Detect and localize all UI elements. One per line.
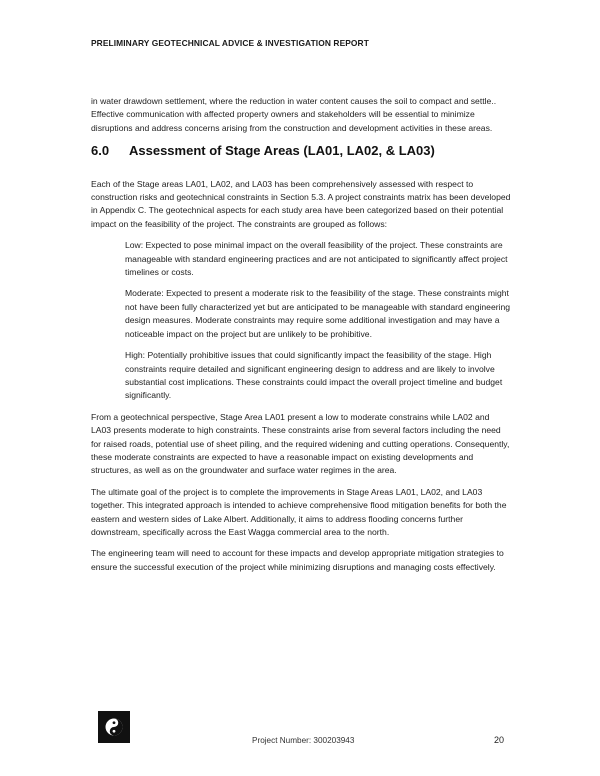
paragraph-stage-assessment: Each of the Stage areas LA01, LA02, and LA03 has been comprehensively assessed with respect to construction risks and geotechnical constraints in Section 5.3. A project constraints matrix has been developed in Appendix C. The geotechnical aspects for each study area have been categorized based on their potential impact on the feasibility of the project. The constraints are grouped as follows: <box>91 178 511 229</box>
constraint-moderate: Moderate: Expected to present a moderate risk to the feasibility of the stage. These constraints might not have been fully characterized yet but are anticipated to be manageable with standard engineering design measures. Moderate constraints may require some additional investigation and may have a noticeable impact on the project but are unlikely to be prohibitive. <box>125 288 511 339</box>
paragraph-project-goal: The ultimate goal of the project is to complete the improvements in Stage Areas LA01, LA02, and LA03 together. This integrated approach is intended to achieve comprehensive flood mitigation benefits for both the eastern and western sides of Lake Albert. Additionally, it aims to address flooding concerns further downstream, specifically across the East Wagga commercial area to the north. <box>91 486 507 537</box>
page-content <box>91 95 511 582</box>
section-title: Assessment of Stage Areas (LA01, LA02, & LA03) <box>129 143 435 159</box>
paragraph-geotechnical-perspective: From a geotechnical perspective, Stage Area LA01 present a low to moderate constrains while LA02 and LA03 presents moderate to high constraints. These constraints arise from several factors including the need for raised roads, potential use of sheet piling, and the required widening and cutting operations. Consequently, these moderate constraints are expected to have a reasonable impact on existing developments and structures, as well as on the groundwater and surface water regimes in the area. <box>91 411 510 476</box>
footer-project-number: Project Number: 300203943 <box>252 736 355 745</box>
paragraph-engineering-team: The engineering team will need to account for these impacts and develop appropriate mitigation strategies to ensure the successful execution of the project while minimizing disruptions and managing costs effectively. <box>91 548 504 572</box>
intro-paragraph: in water drawdown settlement, where the reduction in water content causes the soil to compact and settle.. Effective communication with affected property owners and stakeholders will be essential to minimize disruptions and address concerns arising from the construction and development activities in these areas. <box>91 96 497 133</box>
footer-page-number: 20 <box>494 735 505 745</box>
report-header-title: PRELIMINARY GEOTECHNICAL ADVICE & INVESTIGATION REPORT <box>91 38 369 48</box>
company-logo-icon <box>98 711 130 743</box>
logo-mark-icon <box>104 717 124 737</box>
constraint-low: Low: Expected to pose minimal impact on the overall feasibility of the project. These constraints are manageable with standard engineering practices and are not anticipated to significantly affect project timelines or costs. <box>125 240 508 278</box>
section-heading <box>91 144 511 157</box>
constraint-high: High: Potentially prohibitive issues that could significantly impact the feasibility of the stage. High constraints require detailed and significant engineering design to address and are likely to involve substantial cost implications. These constraints could impact the overall project timeline and budget significantly. <box>125 350 503 401</box>
section-number: 6.0 <box>91 143 110 159</box>
